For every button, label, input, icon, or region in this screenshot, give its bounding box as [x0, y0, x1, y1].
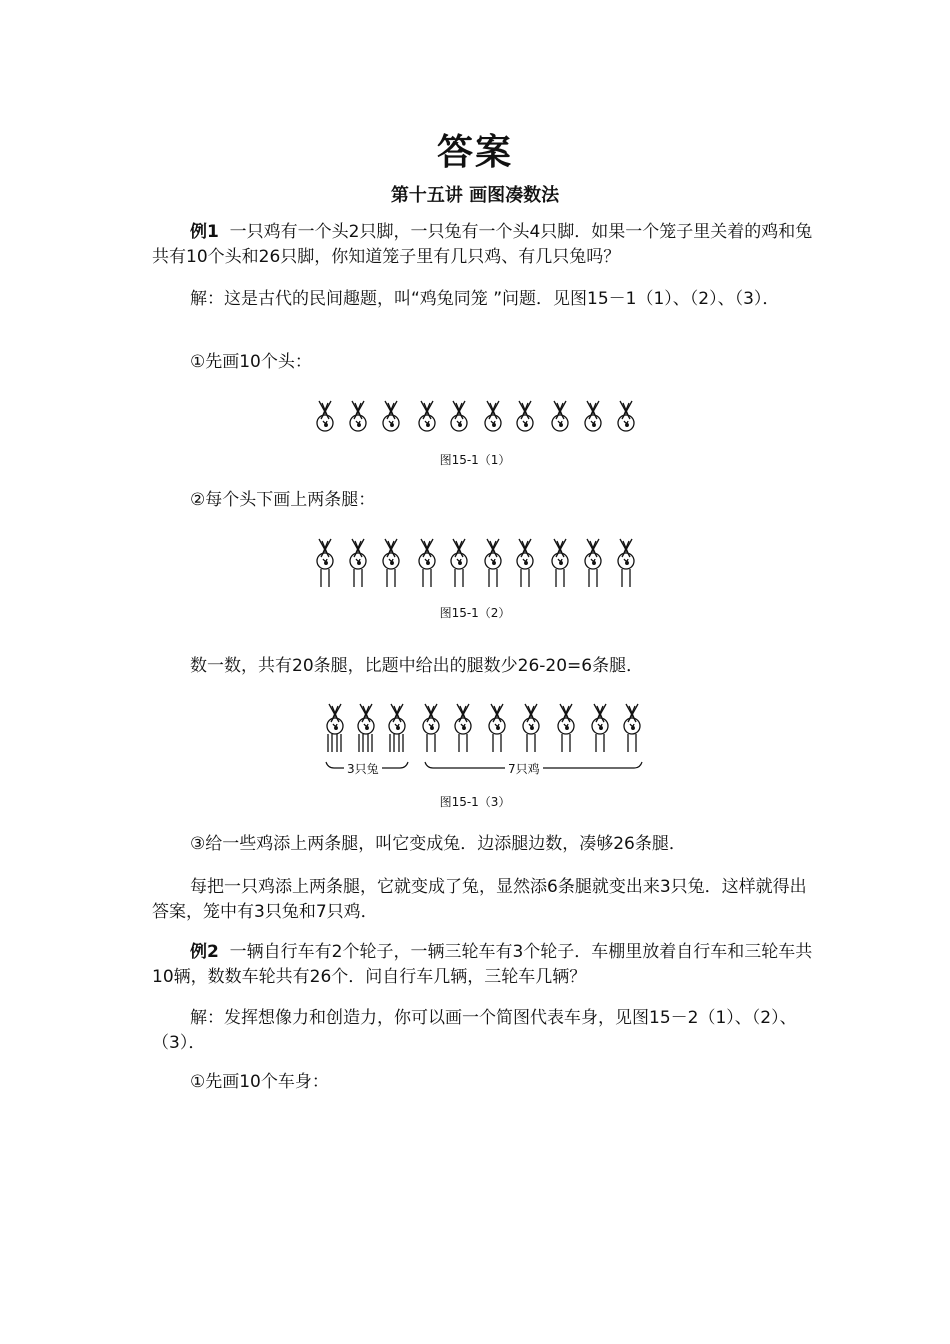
figure-15-1-1-drawing	[0, 395, 950, 440]
figure-15-1-2	[0, 533, 950, 593]
example2-solution-intro: 解：发挥想像力和创造力，你可以画一个简图代表车身，见图15－2（1）、（2）、（3）．	[152, 1008, 797, 1053]
figure-15-1-3-drawing	[0, 700, 950, 780]
page-title: 答案	[436, 131, 513, 173]
example1-label: 例1	[190, 222, 219, 242]
example1-solution-intro: 解：这是古代的民间趣题，叫“鸡兔同笼 ”问题．见图15－1（1）、（2）、（3）．	[190, 289, 780, 309]
example2-step1: ①先画10个车身：	[190, 1072, 329, 1092]
figure-15-1-3-caption: 图15-1（3）	[439, 795, 511, 809]
head-9	[585, 539, 601, 587]
head-10	[618, 539, 634, 587]
figure-15-1-1-caption: 图15-1（1）	[439, 453, 511, 467]
head-3	[383, 401, 399, 431]
head-6	[485, 539, 501, 587]
example1-step2: ②每个头下画上两条腿：	[190, 490, 376, 510]
head-9	[592, 704, 608, 752]
head-7	[517, 401, 533, 431]
head-6	[485, 401, 501, 431]
figure-15-1-2-caption: 图15-1（2）	[439, 606, 511, 620]
head-5	[455, 704, 471, 752]
head-10	[624, 704, 640, 752]
head-5	[451, 539, 467, 587]
example1-question-text: 一只鸡有一个头2只脚，一只兔有一个头4只脚．如果一个笼子里关着的鸡和兔共有10个头和26只脚，你知道笼子里有几只鸡、有几只兔吗？	[152, 222, 813, 267]
head-3	[389, 704, 405, 752]
example1-conclusion: 每把一只鸡添上两条腿，它就变成了兔，显然添6条腿就变出来3只兔．这样就得出答案，笼中有3只兔和7只鸡．	[152, 877, 807, 922]
head-1	[317, 539, 333, 587]
lecture-title: 第十五讲 画图凑数法	[390, 185, 560, 206]
chickens-label: 7只鸡	[505, 760, 543, 777]
head-5	[451, 401, 467, 431]
head-2	[358, 704, 374, 752]
head-3	[383, 539, 399, 587]
example2-question-text: 一辆自行车有2个轮子，一辆三轮车有3个轮子．车棚里放着自行车和三轮车共10辆，数数车轮共有26个．问自行车几辆，三轮车几辆？	[152, 942, 813, 987]
head-7	[517, 539, 533, 587]
head-1	[327, 704, 343, 752]
head-8	[552, 539, 568, 587]
example1-step3: ③给一些鸡添上两条腿，叫它变成兔．边添腿边数，凑够26条腿．	[190, 834, 686, 854]
head-7	[523, 704, 539, 752]
example2-question	[152, 940, 817, 990]
example1-step1: ①先画10个头：	[190, 352, 312, 372]
example1-count-text: 数一数，共有20条腿，比题中给出的腿数少26-20=6条腿．	[190, 656, 644, 676]
head-1	[317, 401, 333, 431]
example1-question	[152, 220, 817, 270]
rabbits-label: 3只兔	[344, 760, 382, 777]
head-6	[489, 704, 505, 752]
head-8	[552, 401, 568, 431]
head-4	[419, 539, 435, 587]
example2-label: 例2	[190, 942, 219, 962]
figure-15-1-3	[0, 700, 950, 780]
head-4	[419, 401, 435, 431]
figure-15-1-1	[0, 395, 950, 440]
figure-15-1-2-drawing	[0, 533, 950, 593]
head-4	[423, 704, 439, 752]
head-10	[618, 401, 634, 431]
head-9	[585, 401, 601, 431]
head-2	[350, 401, 366, 431]
head-2	[350, 539, 366, 587]
head-8	[558, 704, 574, 752]
